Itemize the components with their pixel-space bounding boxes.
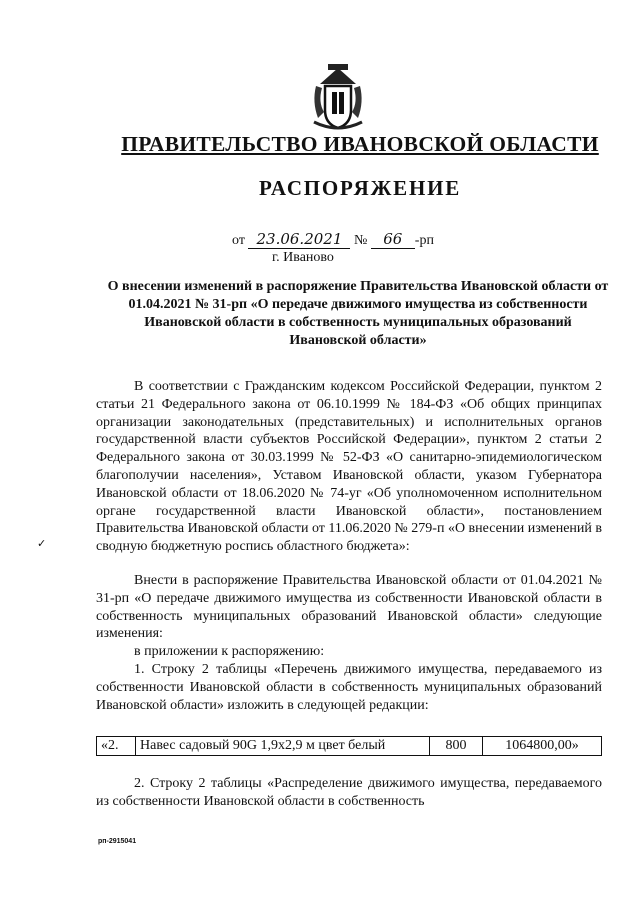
table-cell-name: Навес садовый 90G 1,9х2,9 м цвет белый — [136, 737, 430, 756]
handwritten-date: 23.06.2021 — [248, 230, 350, 249]
preamble-paragraph: В соответствии с Гражданским кодексом Российской Федерации, пунктом 2 статьи 21 Федерального закона от 06.10.1999 № 184-ФЗ «Об общих принципах организации законодательных (представительных) и исполнительных органов государственной власти субъектов Российской Федерации», пунктом 2 статьи 2 Федерального закона от 30.03.1999 № 52-ФЗ «О санитарно-эпидемиологическом благополучии населения», Уставом Ивановской области, указом Губернатора Ивановской области от 18.06.2020 № 74-уг «Об уполномоченном исполнительном органе государственной власти Ивановской области», постановлением Правительства Ивановской области от 11.06.2020 № 279-п «О внесении изменений в сводную бюджетную роспись областного бюджета»: — [96, 379, 602, 555]
date-prefix: от — [232, 233, 245, 248]
table-cell-number: «2. — [97, 737, 136, 756]
directive-paragraph: Внести в распоряжение Правительства Ивановской области от 01.04.2021 № 31-рп «О передаче движимого имущества из собственности Ивановской области в собственность муниципальных образований Ивановской области» следующие изменения: — [96, 573, 602, 642]
organization-title: ПРАВИТЕЛЬСТВО ИВАНОВСКОЙ ОБЛАСТИ — [121, 132, 599, 156]
coat-of-arms-emblem — [308, 62, 368, 132]
table-row — [97, 737, 602, 756]
item-1-paragraph: 1. Строку 2 таблицы «Перечень движимого имущества, передаваемого из собственности Ивановской области в собственность муниципальных образований Ивановской области» изложить в следующей редакции: — [96, 661, 602, 713]
document-type-title: РАСПОРЯЖЕНИЕ — [258, 176, 462, 200]
footer-code: рп-2915041 — [98, 838, 137, 845]
item-2-section — [96, 775, 602, 811]
item-2-paragraph: 2. Строку 2 таблицы «Распределение движимого имущества, передаваемого из собственности Ивановской области в собственность — [96, 776, 602, 809]
city: г. Иваново — [272, 250, 334, 265]
document-subject: О внесении изменений в распоряжение Правительства Ивановской области от 01.04.2021 № 31-рп «О передаче движимого имущества из собственности Ивановской области в собственность муниципальных образований Ивановской области» — [107, 279, 609, 348]
directive-section — [96, 572, 602, 714]
date-number-line — [232, 230, 434, 249]
table-cell-quantity: 800 — [430, 737, 483, 756]
number-suffix: -рп — [414, 233, 434, 248]
margin-check-mark: ✓ — [37, 538, 47, 550]
number-label: № — [353, 233, 368, 248]
appendix-paragraph: в приложении к распоряжению: — [134, 644, 325, 660]
table-cell-amount: 1064800,00» — [483, 737, 602, 756]
preamble — [96, 378, 602, 556]
amendment-table — [96, 736, 602, 756]
handwritten-number: 66 — [371, 230, 415, 249]
